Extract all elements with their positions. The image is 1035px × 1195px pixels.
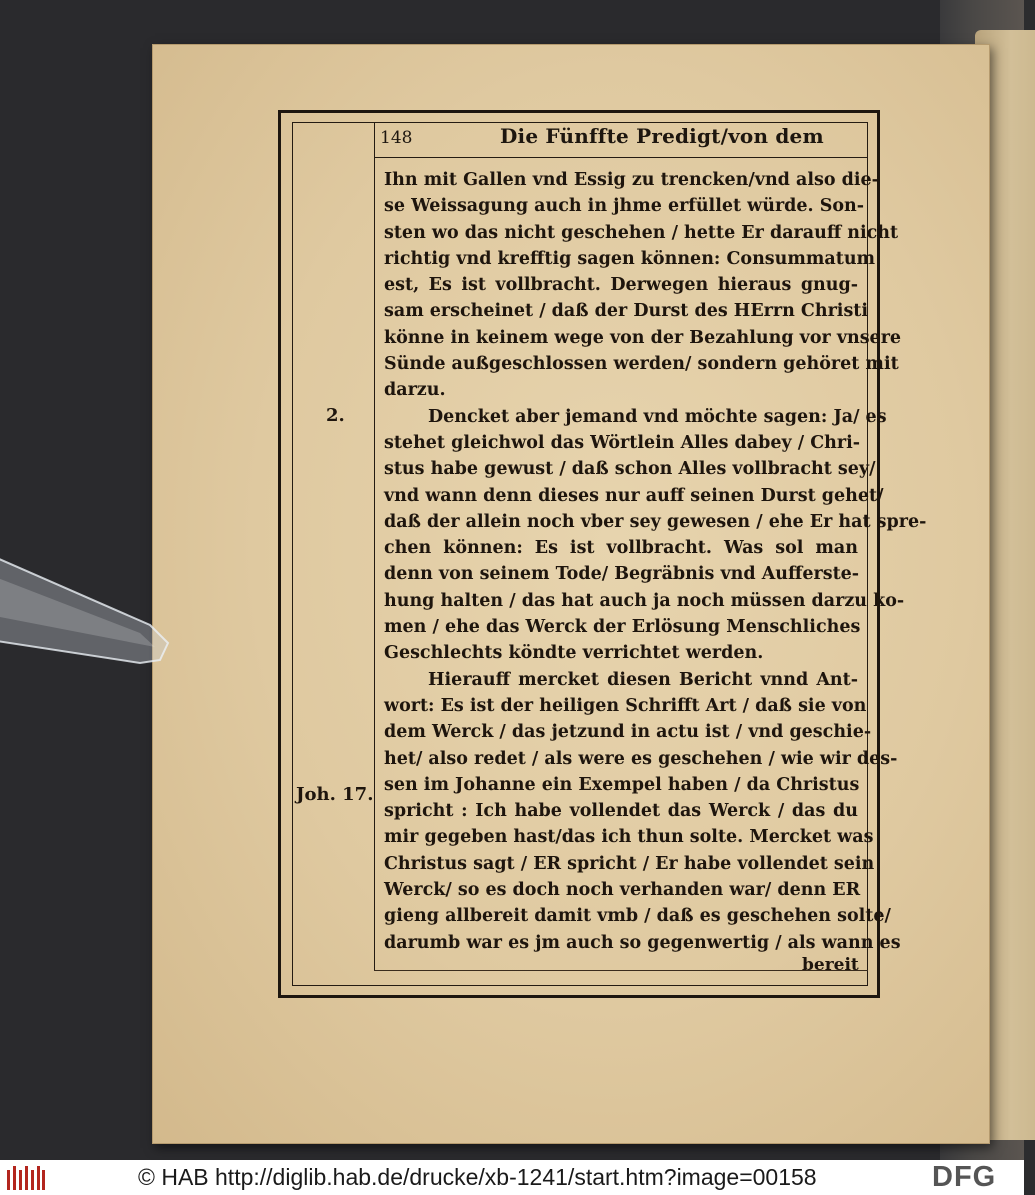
margin-note-joh-17: Joh. 17. bbox=[296, 784, 374, 805]
text-line: het/ also redet / als were es geschehen / wie wir des- bbox=[384, 748, 898, 769]
page-number: 148 bbox=[380, 128, 413, 148]
text-line: Dencket aber jemand vnd möchte sagen: Ja/ es bbox=[428, 406, 887, 427]
running-head: Die Fünffte Predigt/von dem bbox=[500, 124, 824, 148]
text-line: wort: Es ist der heiligen Schrifft Art / daß sie von bbox=[384, 695, 867, 716]
text-line: Werck/ so es doch noch verhanden war/ denn ER bbox=[384, 880, 861, 901]
text-line: chen können: Es ist vollbracht. Was sol man bbox=[384, 538, 858, 559]
text-line: spricht : Ich habe vollendet das Werck / das du bbox=[384, 801, 858, 822]
text-line: Hierauff mercket diesen Bericht vnnd Ant- bbox=[428, 669, 858, 690]
catchword: bereit bbox=[802, 955, 859, 975]
text-line: est, Es ist vollbracht. Derwegen hieraus gnug- bbox=[384, 275, 858, 296]
margin-column-rule bbox=[374, 122, 375, 970]
margin-note-2: 2. bbox=[326, 405, 345, 426]
text-line: hung halten / das hat auch ja noch müssen darzu ko- bbox=[384, 590, 905, 611]
text-line: vnd wann denn dieses nur auff seinen Durst gehet/ bbox=[384, 485, 884, 506]
text-line: Geschlechts köndte verrichtet werden. bbox=[384, 643, 764, 664]
text-line: denn von seinem Tode/ Begräbnis vnd Aufferste- bbox=[384, 564, 860, 585]
text-line: könne in keinem wege von der Bezahlung vor vnsere bbox=[384, 327, 902, 348]
text-line: richtig vnd krefftig sagen können: Consummatum bbox=[384, 248, 876, 269]
dfg-logo: DFG bbox=[932, 1161, 997, 1193]
text-line: darzu. bbox=[384, 380, 446, 401]
text-line: men / ehe das Werck der Erlösung Menschliches bbox=[384, 617, 861, 638]
text-line: sam erscheinet / daß der Durst des HErrn Christi bbox=[384, 301, 869, 322]
copyright-source-link[interactable]: © HAB http://diglib.hab.de/drucke/xb-1241/start.htm?image=00158 bbox=[138, 1164, 817, 1190]
text-line: stehet gleichwol das Wörtlein Alles dabey / Chri- bbox=[384, 432, 861, 453]
hab-logo-icon bbox=[6, 1164, 46, 1192]
text-line: mir gegeben hast/das ich thun solte. Mercket was bbox=[384, 827, 874, 848]
text-line: daß der allein noch vber sey gewesen / ehe Er hat spre- bbox=[384, 511, 927, 532]
text-line: dem Werck / das jetzund in actu ist / vnd geschie- bbox=[384, 722, 872, 743]
text-line: sen im Johanne ein Exempel haben / da Christus bbox=[384, 774, 860, 795]
header-rule bbox=[374, 157, 868, 158]
text-line: sten wo das nicht geschehen / hette Er darauff nicht bbox=[384, 222, 899, 243]
text-line: darumb war es jm auch so gegenwertig / als wann es bbox=[384, 932, 901, 953]
text-line: gieng allbereit damit vmb / daß es geschehen solte/ bbox=[384, 906, 891, 927]
body-text bbox=[384, 167, 927, 956]
text-line: Ihn mit Gallen vnd Essig zu trencken/vnd also die- bbox=[384, 170, 879, 190]
text-line: stus habe gewust / daß schon Alles vollbracht sey/ bbox=[384, 459, 876, 480]
footer-rule bbox=[374, 970, 868, 971]
text-line: se Weissagung auch in jhme erfüllet würde. Son- bbox=[384, 196, 865, 217]
text-line: Sünde außgeschlossen werden/ sondern gehöret mit bbox=[384, 354, 899, 375]
text-line: Christus sagt / ER spricht / Er habe vollendet sein bbox=[384, 853, 875, 874]
